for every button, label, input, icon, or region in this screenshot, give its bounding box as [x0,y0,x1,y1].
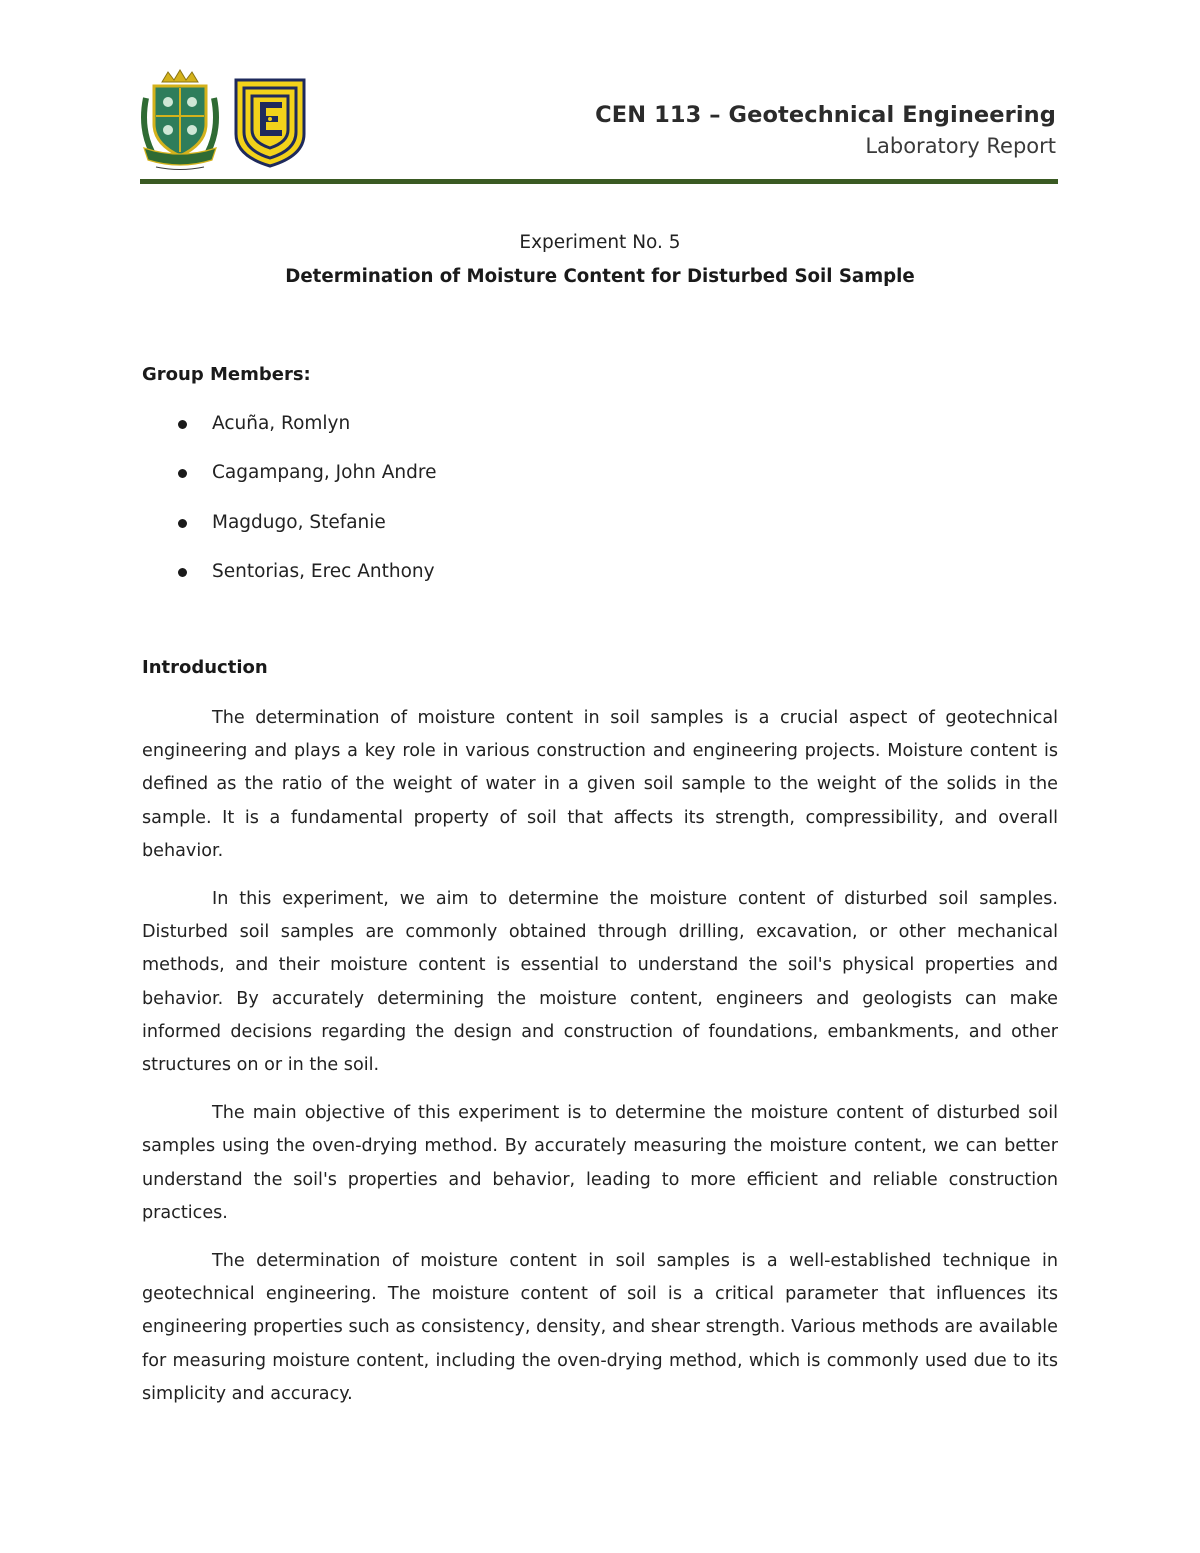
bullet-icon [178,568,187,577]
report-type: Laboratory Report [865,134,1056,158]
page-header [140,68,1058,186]
bullet-icon [178,420,187,429]
member-name: Sentorias, Erec Anthony [212,560,435,582]
introduction-heading: Introduction [142,657,268,678]
intro-paragraph-4: The determination of moisture content in soil samples is a well-established technique in geotechnical engineering. The moisture content of soil is a critical parameter that influences its engineering properties such as consistency, density, and shear strength. Various methods are available for measuring moisture content, including the oven-drying method, which is commonly used due to its simplicity and accuracy. [142,1251,1058,1404]
group-members-heading: Group Members: [142,364,311,385]
bullet-icon [178,519,187,528]
member-name: Magdugo, Stefanie [212,511,386,533]
engineering-emblem-logo [232,76,308,168]
experiment-title: Determination of Moisture Content for Disturbed Soil Sample [285,266,915,287]
intro-paragraph-3: The main objective of this experiment is to determine the moisture content of disturbed soil samples using the oven-drying method. By accurately measuring the moisture content, we can better understand the soil's properties and behavior, leading to more efficient and reliable construction practices. [142,1103,1058,1223]
intro-paragraph-2: In this experiment, we aim to determine the moisture content of disturbed soil samples. Disturbed soil samples are commonly obtained through drilling, excavation, or other mechanical methods, and their moisture content is essential to understand the soil's physical properties and behavior. By accurately determining the moisture content, engineers and geologists can make informed decisions regarding the design and construction of foundations, embankments, and other structures on or in the soil. [142,889,1058,1076]
bullet-icon [178,469,187,478]
header-logos [140,68,315,173]
experiment-number: Experiment No. 5 [519,232,681,253]
member-name: Cagampang, John Andre [212,462,437,484]
course-title: CEN 113 – Geotechnical Engineering [595,102,1056,128]
intro-paragraph-1: The determination of moisture content in soil samples is a crucial aspect of geotechnical engineering and plays a key role in various construction and engineering projects. Moisture content is defined as the ratio of the weight of water in a given soil sample to the weight of the solids in the sample. It is a fundamental property of soil that affects its strength, compressibility, and overall behavior. [142,708,1058,861]
header-divider [140,179,1058,184]
member-name: Acuña, Romlyn [212,413,351,434]
school-seal-logo [140,68,220,172]
introduction-body [142,702,1058,1426]
